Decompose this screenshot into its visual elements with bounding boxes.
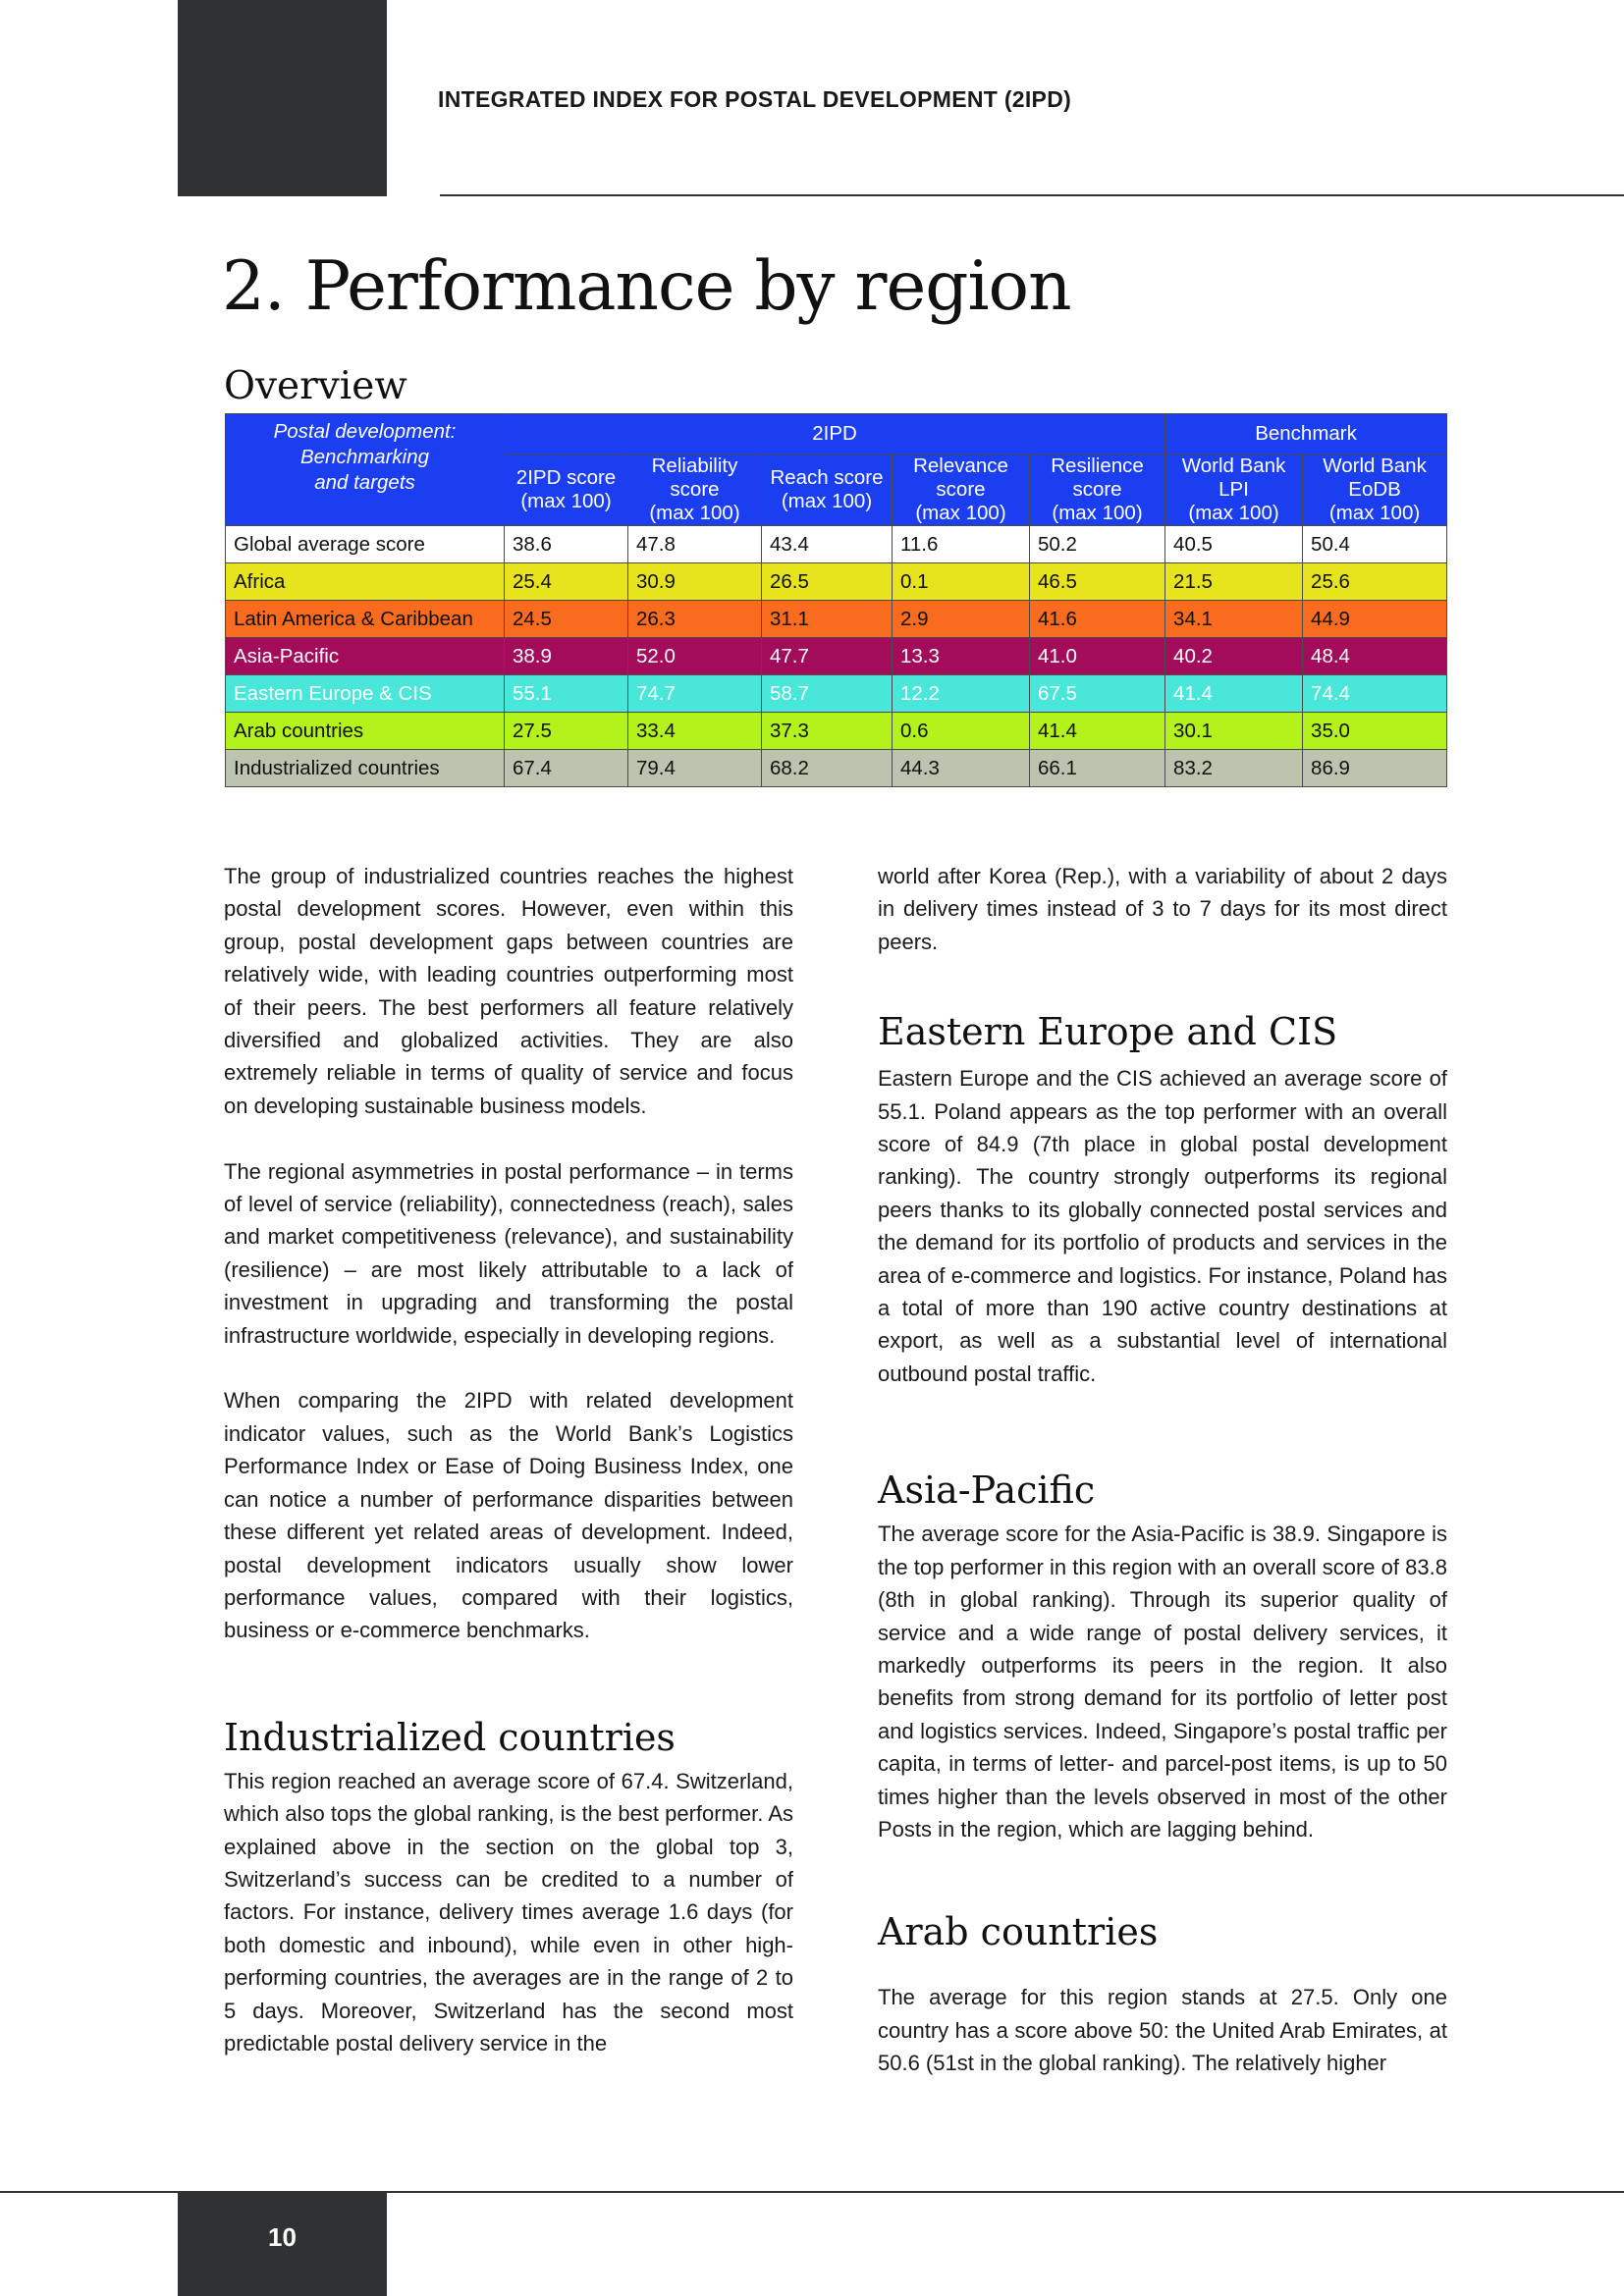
value-cell: 26.3 xyxy=(628,601,762,638)
value-cell: 30.1 xyxy=(1165,713,1303,750)
section-title-arab-countries: Arab countries xyxy=(878,1910,1159,1954)
table-row-industrialized xyxy=(226,750,1447,787)
section-text-arab-countries: The average for this region stands at 27.5. Only one country has a score above 50: the United Arab Emirates, at 50.6 (51st in the global ranking). The relatively higher xyxy=(878,1985,1447,2076)
overview-title: Overview xyxy=(224,364,407,408)
column-header-reliability: Reliability score (max 100) xyxy=(628,454,762,526)
column-header-world-bank-lpi: World Bank LPI (max 100) xyxy=(1165,454,1303,526)
column-header-relevance: Relevance score (max 100) xyxy=(893,454,1030,526)
column-header-resilience: Resilience score (max 100) xyxy=(1030,454,1165,526)
value-cell: 41.4 xyxy=(1030,713,1165,750)
body-paragraph: The regional asymmetries in postal performance – in terms of level of service (reliability), connectedness (reach), sales and market competitiveness (relevance), and sustainability (resilience) – are most likely attributable to a lack of investment in upgrading and transforming the postal infrastructure worldwide, especially in developing regions. xyxy=(224,1158,793,1348)
group-header-2ipd: 2IPD xyxy=(505,414,1165,454)
table-row-eastern-europe xyxy=(226,675,1447,713)
region-cell: Arab countries xyxy=(226,713,505,750)
value-cell: 55.1 xyxy=(505,675,628,713)
value-cell: 66.1 xyxy=(1030,750,1165,787)
value-cell: 40.5 xyxy=(1165,526,1303,563)
value-cell: 38.9 xyxy=(505,638,628,675)
value-cell: 31.1 xyxy=(762,601,893,638)
value-cell: 2.9 xyxy=(893,601,1030,638)
table-row-latin-america xyxy=(226,601,1447,638)
body-paragraph-continued: world after Korea (Rep.), with a variability of about 2 days in delivery times instead of 3 to 7 days for its most direct peers. xyxy=(878,864,1447,954)
value-cell: 47.7 xyxy=(762,638,893,675)
section-text-eastern-europe: Eastern Europe and the CIS achieved an average score of 55.1. Poland appears as the top performer with an overall score of 84.9 (7th place in global postal development ranking). The country strongly outperforms its regional peers thanks to its globally connected postal services and the demand for its portfolio of products and services in the area of e-commerce and logistics. For instance, Poland has a total of more than 190 active country destinations at export, as well as a substantial level of international outbound postal traffic. xyxy=(878,1066,1447,1386)
benchmark-table xyxy=(225,413,1447,787)
value-cell: 68.2 xyxy=(762,750,893,787)
value-cell: 12.2 xyxy=(893,675,1030,713)
value-cell: 46.5 xyxy=(1030,563,1165,601)
region-cell: Latin America & Caribbean xyxy=(226,601,505,638)
value-cell: 52.0 xyxy=(628,638,762,675)
table-row-arab-countries xyxy=(226,713,1447,750)
header-rule xyxy=(440,194,1624,196)
left-column xyxy=(224,860,793,2059)
value-cell: 26.5 xyxy=(762,563,893,601)
value-cell: 25.6 xyxy=(1303,563,1447,601)
section-text-industrialized: This region reached an average score of 67.4. Switzerland, which also tops the global ranking, is the best performer. As explained above in the section on the global top 3, Switzerland’s success can be credited to a number of factors. For instance, delivery times average 1.6 days (for both domestic and inbound), while even in other high-performing countries, the averages are in the range of 2 to 5 days. Moreover, Switzerland has the second most predictable postal delivery service in the xyxy=(224,1768,793,2056)
value-cell: 38.6 xyxy=(505,526,628,563)
value-cell: 50.4 xyxy=(1303,526,1447,563)
table-corner-header xyxy=(226,414,505,526)
value-cell: 34.1 xyxy=(1165,601,1303,638)
body-paragraph: The group of industrialized countries reaches the highest postal development scores. However, even within this group, postal development gaps between countries are relatively wide, with leading countries outperforming most of their peers. The best performers all feature relatively diversified and globalized activities. They are also extremely reliable in terms of quality of service and focus on developing sustainable business models. xyxy=(224,864,793,1118)
value-cell: 67.4 xyxy=(505,750,628,787)
group-header-benchmark: Benchmark xyxy=(1165,414,1447,454)
section-title-eastern-europe: Eastern Europe and CIS xyxy=(878,1010,1338,1054)
corner-line: Benchmarking xyxy=(299,445,430,468)
value-cell: 37.3 xyxy=(762,713,893,750)
region-cell: Africa xyxy=(226,563,505,601)
column-header-reach: Reach score (max 100) xyxy=(762,454,893,526)
value-cell: 24.5 xyxy=(505,601,628,638)
value-cell: 44.3 xyxy=(893,750,1030,787)
right-column xyxy=(878,860,1447,2080)
section-title-asia-pacific: Asia-Pacific xyxy=(878,1468,1096,1513)
value-cell: 0.6 xyxy=(893,713,1030,750)
value-cell: 41.6 xyxy=(1030,601,1165,638)
value-cell: 79.4 xyxy=(628,750,762,787)
value-cell: 27.5 xyxy=(505,713,628,750)
table-row-asia-pacific xyxy=(226,638,1447,675)
value-cell: 48.4 xyxy=(1303,638,1447,675)
value-cell: 35.0 xyxy=(1303,713,1447,750)
value-cell: 44.9 xyxy=(1303,601,1447,638)
value-cell: 11.6 xyxy=(893,526,1030,563)
body-paragraph: When comparing the 2IPD with related development indicator values, such as the World Bank’s Logistics Performance Index or Ease of Doing Business Index, one can notice a number of performance disparities between these different yet related areas of development. Indeed, postal development indicators usually show lower performance values, compared with their logistics, business or e-commerce benchmarks. xyxy=(224,1388,793,1643)
value-cell: 47.8 xyxy=(628,526,762,563)
running-header: INTEGRATED INDEX FOR POSTAL DEVELOPMENT (2IPD) xyxy=(438,86,1072,112)
value-cell: 40.2 xyxy=(1165,638,1303,675)
value-cell: 21.5 xyxy=(1165,563,1303,601)
value-cell: 33.4 xyxy=(628,713,762,750)
value-cell: 41.0 xyxy=(1030,638,1165,675)
table-row-africa xyxy=(226,563,1447,601)
value-cell: 13.3 xyxy=(893,638,1030,675)
value-cell: 25.4 xyxy=(505,563,628,601)
value-cell: 74.7 xyxy=(628,675,762,713)
section-title-industrialized: Industrialized countries xyxy=(224,1715,676,1759)
value-cell: 50.2 xyxy=(1030,526,1165,563)
corner-line: and targets xyxy=(314,470,415,494)
table-row-global-average xyxy=(226,526,1447,563)
value-cell: 58.7 xyxy=(762,675,893,713)
value-cell: 74.4 xyxy=(1303,675,1447,713)
page-number: 10 xyxy=(268,2222,297,2252)
value-cell: 41.4 xyxy=(1165,675,1303,713)
value-cell: 43.4 xyxy=(762,526,893,563)
region-cell: Eastern Europe & CIS xyxy=(226,675,505,713)
section-text-asia-pacific: The average score for the Asia-Pacific is 38.9. Singapore is the top performer in this region with an overall score of 83.8 (8th in global ranking). Through its superior quality of service and a wide range of postal delivery services, it markedly outperforms its peers in the region. It also benefits from strong demand for its portfolio of letter post and logistics services. Indeed, Singapore’s postal traffic per capita, in terms of letter- and parcel-post items, is up to 50 times higher than the levels observed in most of the other Posts in the region, which are lagging behind. xyxy=(878,1522,1447,1842)
page-title: 2. Performance by region xyxy=(222,247,1071,326)
value-cell: 0.1 xyxy=(893,563,1030,601)
value-cell: 86.9 xyxy=(1303,750,1447,787)
region-cell: Asia-Pacific xyxy=(226,638,505,675)
value-cell: 67.5 xyxy=(1030,675,1165,713)
corner-line: Postal development: xyxy=(273,419,457,443)
column-header-2ipd-score: 2IPD score (max 100) xyxy=(505,454,628,526)
region-cell: Industrialized countries xyxy=(226,750,505,787)
region-cell: Global average score xyxy=(226,526,505,563)
column-header-world-bank-eodb: World Bank EoDB (max 100) xyxy=(1303,454,1447,526)
value-cell: 30.9 xyxy=(628,563,762,601)
header-block xyxy=(178,0,387,196)
value-cell: 83.2 xyxy=(1165,750,1303,787)
